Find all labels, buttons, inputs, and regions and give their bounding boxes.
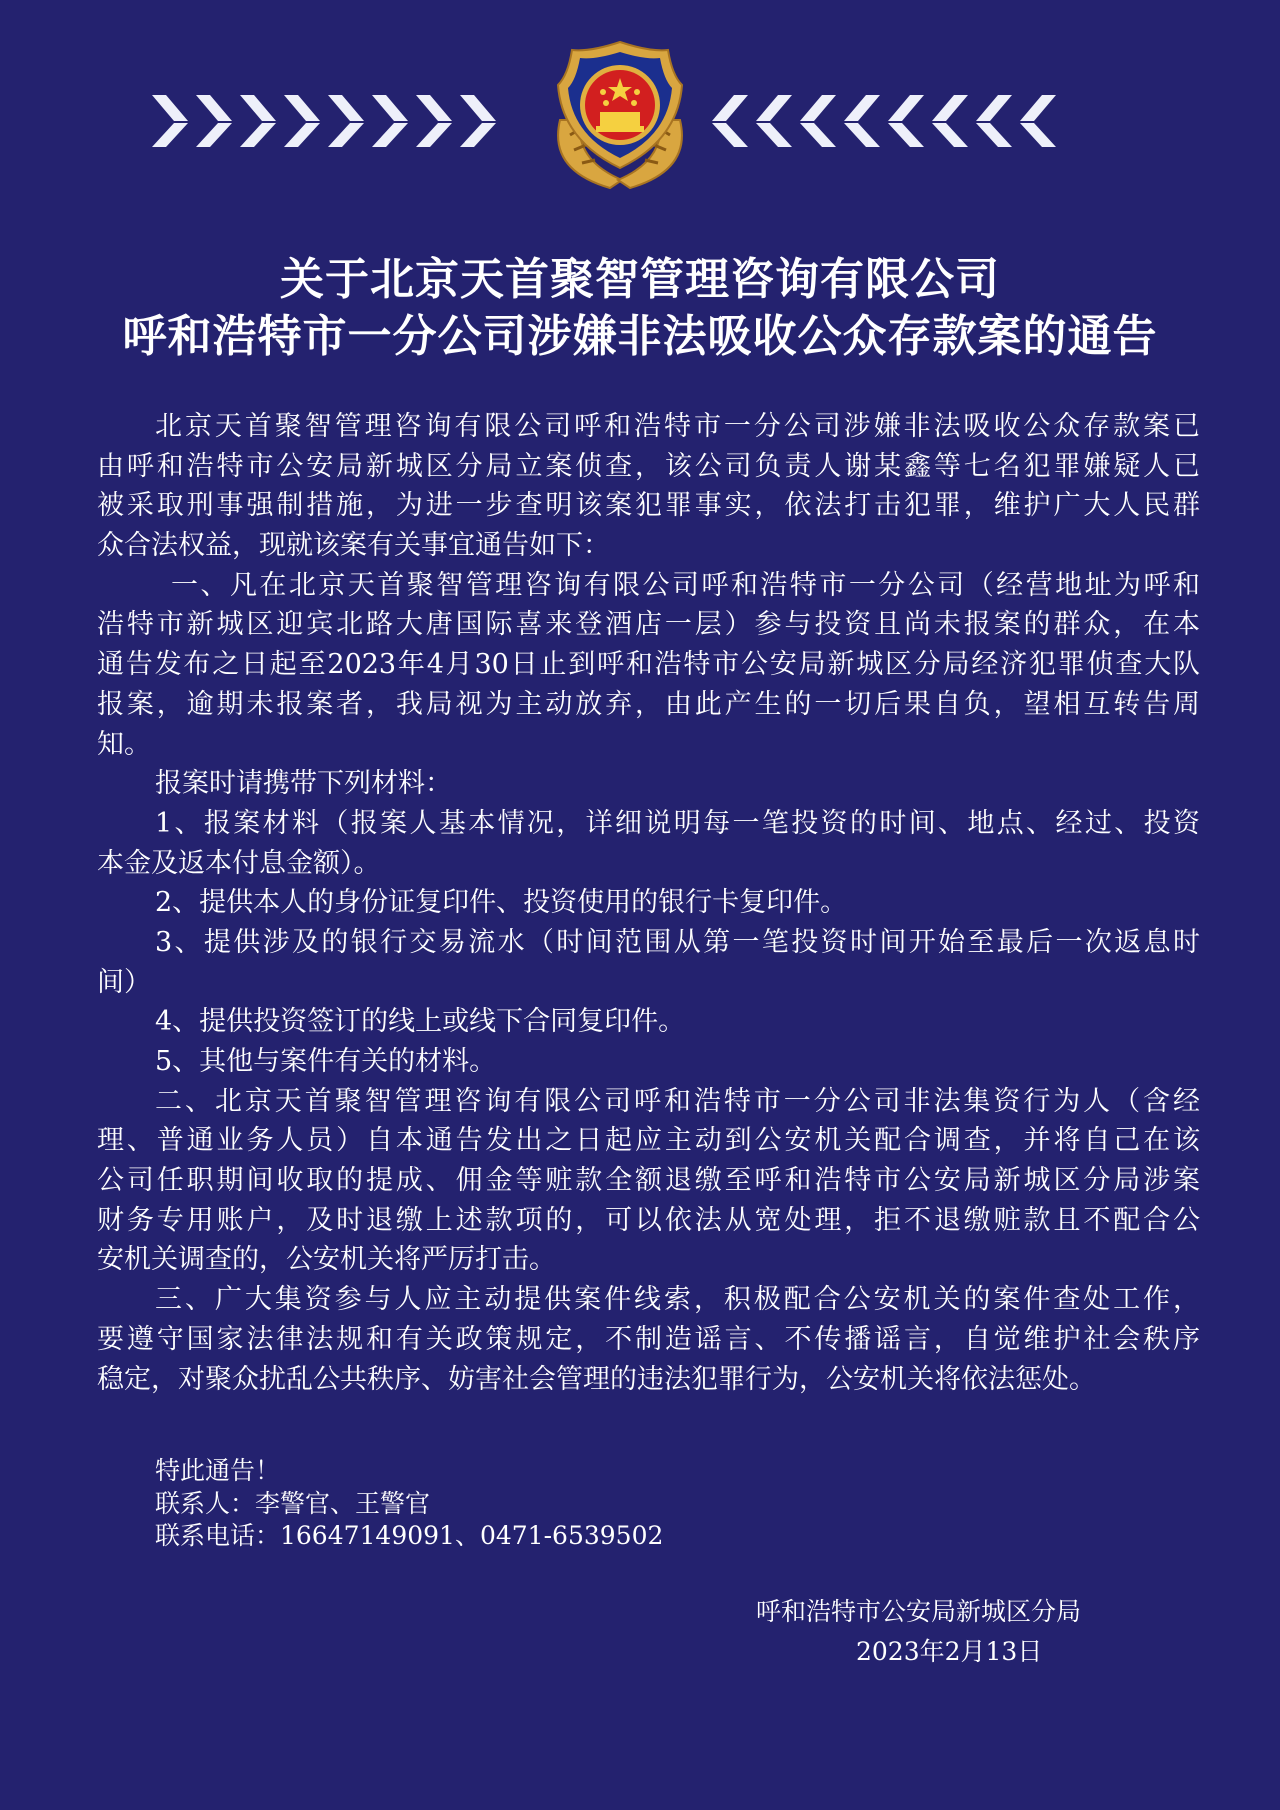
chevron-stripe [932, 95, 968, 121]
chevron-stripe [284, 123, 320, 147]
chevron-stripe [800, 95, 836, 121]
chevron-stripe [372, 95, 408, 121]
paragraph-line: 稳定，对聚众扰乱公共秩序、妨害社会管理的违法犯罪行为，公安机关将依法惩处。 [97, 1363, 1096, 1395]
paragraph-line: 报案时请携带下列材料： [155, 768, 452, 800]
paragraph-line: 3、提供涉及的银行交易流水（时间范围从第一笔投资时间开始至最后一次返息时 [155, 926, 1200, 958]
paragraph-line: 财务专用账户，及时退缴上述款项的，可以依法从宽处理，拒不退缴赃款且不配合公 [97, 1204, 1200, 1236]
paragraph-line: 被采取刑事强制措施，为进一步查明该案犯罪事实，依法打击犯罪，维护广大人民群 [97, 490, 1200, 522]
chevron-stripe [328, 95, 364, 121]
chevron-stripe [240, 123, 276, 147]
chevron-stripe [1020, 95, 1056, 121]
paragraph-line: 由呼和浩特市公安局新城区分局立案侦查，该公司负责人谢某鑫等七名犯罪嫌疑人已 [97, 450, 1200, 482]
paragraph-line: 5、其他与案件有关的材料。 [155, 1046, 497, 1077]
chevron-stripe [460, 123, 496, 147]
paragraph-line: 要遵守国家法律法规和有关政策规定，不制造谣言、不传播谣言，自觉维护社会秩序 [97, 1323, 1200, 1355]
chevron-stripe [152, 123, 188, 147]
chevron-stripe [416, 95, 452, 121]
header-banner [0, 0, 1280, 220]
chevron-stripe [372, 123, 408, 147]
paragraph-line: 间） [97, 966, 151, 998]
closing-notice: 特此通告！ [155, 1456, 281, 1485]
paragraph-line: 报案，逾期未报案者，我局视为主动放弃，由此产生的一切后果自负，望相互转告周 [97, 688, 1200, 720]
chevron-stripes-right-icon [712, 95, 1056, 147]
paragraph-line: 北京天首聚智管理咨询有限公司呼和浩特市一分公司涉嫌非法吸收公众存款案已 [155, 411, 1200, 442]
paragraph-line: 一、凡在北京天首聚智管理咨询有限公司呼和浩特市一分公司（经营地址为呼和 [171, 569, 1200, 601]
paragraph-line: 4、提供投资签订的线上或线下合同复印件。 [155, 1006, 686, 1038]
paragraph-line: 2、提供本人的身份证复印件、投资使用的银行卡复印件。 [155, 887, 848, 919]
chevron-stripe [976, 95, 1012, 121]
paragraph-line: 三、广大集资参与人应主动提供案件线索，积极配合公安机关的案件查处工作， [155, 1284, 1200, 1316]
notice-title-line-2: 呼和浩特市一分公司涉嫌非法吸收公众存款案的通告 [122, 311, 1158, 362]
chevron-stripe [240, 95, 276, 121]
chevron-stripe [756, 123, 792, 147]
chevron-stripe [152, 95, 188, 121]
chevron-stripe [284, 95, 320, 121]
chevron-stripe [800, 123, 836, 147]
paragraph-line: 众合法权益，现就该案有关事宜通告如下： [97, 530, 610, 562]
chevron-stripe [712, 95, 748, 121]
chevron-stripes-left-icon [152, 95, 496, 147]
chevron-stripe [844, 123, 880, 147]
issue-date: 2023年2月13日 [856, 1637, 1043, 1666]
chevron-stripe [844, 95, 880, 121]
chevron-stripe [756, 95, 792, 121]
paragraph-line: 本金及返本付息金额）。 [97, 847, 381, 879]
paragraph-line: 通告发布之日起至2023年4月30日止到呼和浩特市公安局新城区分局经济犯罪侦查大队 [97, 649, 1200, 681]
paragraph-line: 理、普通业务人员）自本通告发出之日起应主动到公安机关配合调查，并将自己在该 [97, 1125, 1200, 1157]
closing-block [155, 1455, 663, 1553]
chevron-stripe [712, 123, 748, 147]
notice-title-line-1: 关于北京天首聚智管理咨询有限公司 [280, 254, 1000, 305]
chevron-stripe [1020, 123, 1056, 147]
chevron-stripe [196, 123, 232, 147]
chevron-stripe [416, 123, 452, 147]
police-emblem-icon [558, 42, 682, 188]
chevron-stripe [328, 123, 364, 147]
chevron-stripe [196, 95, 232, 121]
chevron-stripe [888, 95, 924, 121]
paragraph-line: 安机关调查的，公安机关将严厉打击。 [97, 1244, 556, 1276]
contact-phone: 联系电话：16647149091、0471-6539502 [155, 1521, 664, 1550]
paragraph-line: 1、报案材料（报案人基本情况，详细说明每一笔投资的时间、地点、经过、投资 [155, 807, 1200, 839]
paragraph-line: 二、北京天首聚智管理咨询有限公司呼和浩特市一分公司非法集资行为人（含经 [155, 1085, 1200, 1117]
paragraph-line: 知。 [97, 728, 151, 760]
chevron-stripe [888, 123, 924, 147]
paragraph-line: 浩特市新城区迎宾北路大唐国际喜来登酒店一层）参与投资且尚未报案的群众，在本 [97, 609, 1200, 641]
issuer-signature: 呼和浩特市公安局新城区分局 [756, 1597, 1082, 1626]
notice-body [97, 407, 1200, 1399]
contact-person: 联系人：李警官、王警官 [155, 1488, 431, 1518]
chevron-stripe [976, 123, 1012, 147]
paragraph-line: 公司任职期间收取的提成、佣金等赃款全额退缴至呼和浩特市公安局新城区分局涉案 [97, 1165, 1200, 1197]
chevron-stripe [932, 123, 968, 147]
chevron-stripe [460, 95, 496, 121]
